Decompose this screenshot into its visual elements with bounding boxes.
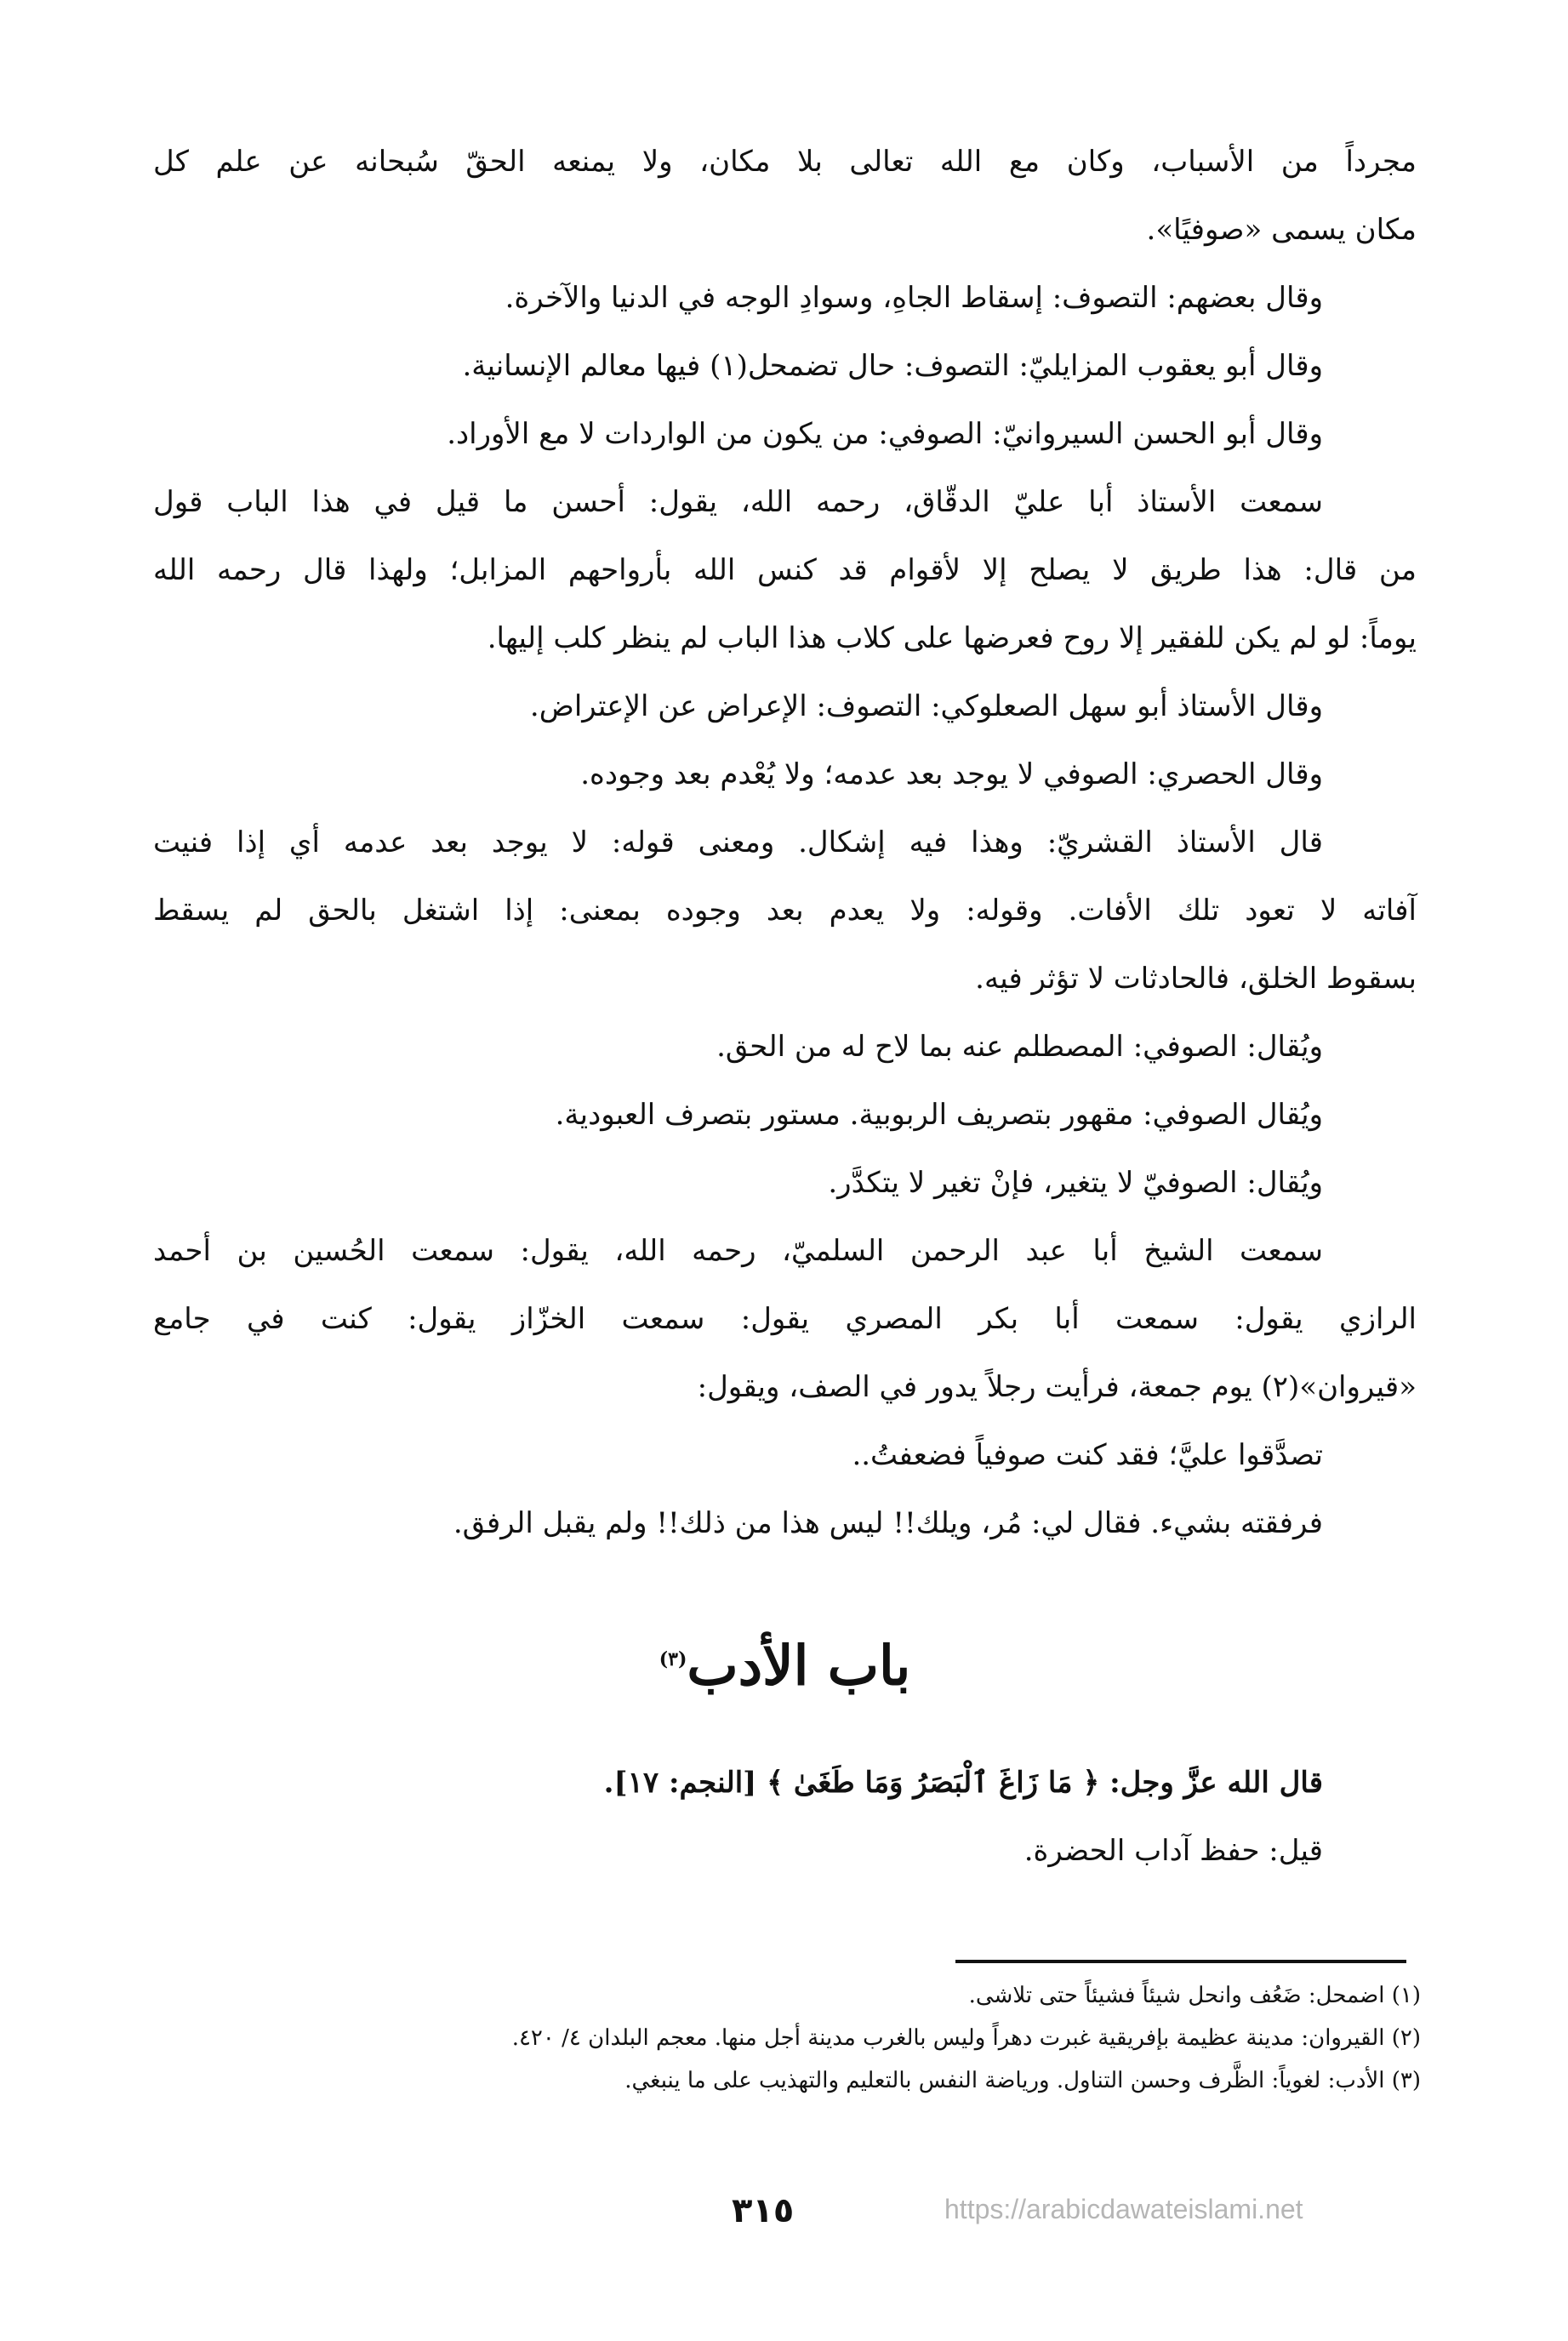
text-line-5: وقال أبو الحسن السيروانيّ: الصوفي: من يكون من الواردات لا مع الأوراد. xyxy=(447,417,1323,451)
text-line-4: وقال أبو يعقوب المزايليّ: التصوف: حال تضمحل(١) فيها معالم الإنسانية. xyxy=(462,349,1323,383)
text-line-16: ويُقال: الصوفيّ لا يتغير، فإنْ تغير لا يتكدَّر. xyxy=(828,1166,1323,1200)
text-line-14: ويُقال: الصوفي: المصطلم عنه بما لاح له من الحق. xyxy=(716,1030,1323,1064)
main-text xyxy=(153,128,1417,1557)
text-line-6: سمعت الأستاذ أبا عليّ الدقّاق، رحمه الله، يقول: أحسن ما قيل في هذا الباب قول xyxy=(153,485,1323,519)
footnote-separator xyxy=(955,1960,1406,1963)
text-line-11: قال الأستاذ القشريّ: وهذا فيه إشكال. ومعنى قوله: لا يوجد بعد عدمه أي إذا فنيت xyxy=(153,825,1323,859)
watermark-url: https://arabicdawateislami.net xyxy=(944,2194,1303,2224)
text-line-20: تصدَّقوا عليَّ؛ فقد كنت صوفياً فضعفتُ.. xyxy=(852,1438,1323,1472)
text-line-21: فرفقته بشيء. فقال لي: مُر، ويلك!! ليس هذا من ذلك!! ولم يقبل الرفق. xyxy=(453,1506,1323,1540)
text-line-15: ويُقال الصوفي: مقهور بتصريف الربوبية. مستور بتصرف العبودية. xyxy=(555,1098,1323,1132)
footnote-2: (٢) القيروان: مدينة عظيمة بإفريقية غبرت دهراً وليس بالغرب مدينة أجل منها. معجم البلدان ٤/ ٤٢٠. xyxy=(511,2025,1421,2051)
text-line-1: مجرداً من الأسباب، وكان مع الله تعالى بلا مكان، ولا يمنعه الحقّ سُبحانه عن علم كل xyxy=(153,145,1417,179)
text-line-17: سمعت الشيخ أبا عبد الرحمن السلميّ، رحمه الله، يقول: سمعت الحُسين بن أحمد xyxy=(153,1234,1323,1268)
text-line-10: وقال الحصري: الصوفي لا يوجد بعد عدمه؛ ولا يُعْدم بعد وجوده. xyxy=(580,757,1323,791)
heading-text: باب الأدب xyxy=(687,1634,911,1699)
footnote-1: (١) اضمحل: ضَعُف وانحل شيئاً فشيئاً حتى تلاشى. xyxy=(968,1983,1421,2008)
section-line-2: قيل: حفظ آداب الحضرة. xyxy=(1023,1834,1323,1868)
text-line-13: بسقوط الخلق، فالحادثات لا تؤثر فيه. xyxy=(975,962,1417,996)
section-text xyxy=(153,1749,1417,1885)
quran-verse-line: قال الله عزَّ وجل: ﴿ مَا زَاغَ ٱلْبَصَرُ وَمَا طَغَىٰ ﴾ [النجم: ١٧]. xyxy=(603,1766,1323,1800)
text-line-3: وقال بعضهم: التصوف: إسقاط الجاهِ، وسوادِ الوجه في الدنيا والآخرة. xyxy=(505,281,1323,315)
text-line-9: وقال الأستاذ أبو سهل الصعلوكي: التصوف: الإعراض عن الإعتراض. xyxy=(529,689,1323,723)
footnotes xyxy=(170,1974,1421,2102)
text-line-19: «قيروان»(٢) يوم جمعة، فرأيت رجلاً يدور في الصف، ويقول: xyxy=(697,1370,1417,1404)
footnote-3: (٣) الأدب: لغوياً: الظَّرف وحسن التناول. ورياضة النفس بالتعليم والتهذيب على ما ينبغي. xyxy=(624,2068,1421,2093)
page-number: ٣١٥ xyxy=(732,2191,795,2230)
text-line-12: آفاته لا تعود تلك الأفات. وقوله: ولا يعدم بعد وجوده بمعنى: إذا اشتغل بالحق لم يسقط xyxy=(153,894,1417,928)
section-heading xyxy=(153,1617,1417,1709)
text-line-18: الرازي يقول: سمعت أبا بكر المصري يقول: سمعت الخزّاز يقول: كنت في جامع xyxy=(153,1302,1417,1336)
heading-footnote-marker: (٣) xyxy=(659,1648,687,1670)
text-line-8: يوماً: لو لم يكن للفقير إلا روح فعرضها على كلاب هذا الباب لم ينظر كلب إليها. xyxy=(487,621,1417,655)
text-line-7: من قال: هذا طريق لا يصلح إلا لأقوام قد كنس الله بأرواحهم المزابل؛ ولهذا قال رحمه الله xyxy=(153,553,1417,587)
text-line-2: مكان يسمى «صوفيًا». xyxy=(1146,213,1417,247)
